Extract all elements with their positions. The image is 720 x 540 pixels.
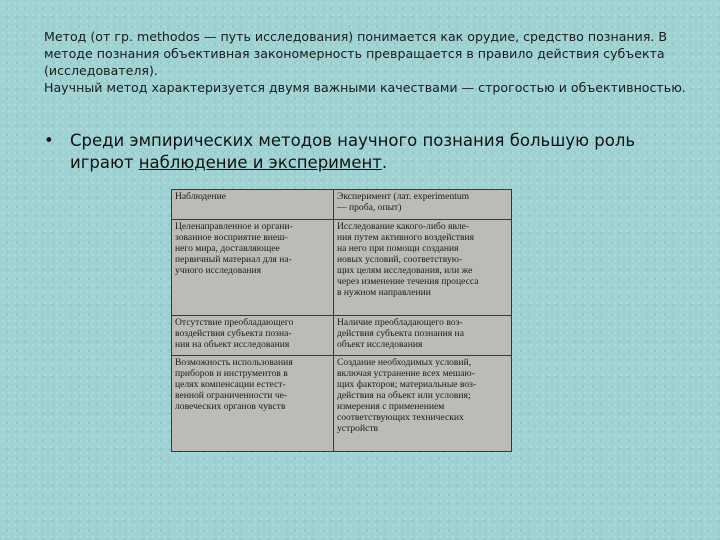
- intro-text: [44, 28, 694, 96]
- bullet-text-main: Среди эмпирических методов научного познания большую роль играют: [70, 131, 636, 172]
- method-definition: Метод (от гр. methodos — путь исследования) понимается как орудие, средство познания. В методе познания объективная закономерность превращается в правило действия субъекта (исследователя).: [44, 29, 668, 78]
- header-observation: Наблюдение: [172, 190, 334, 220]
- table-cell: Наличие преобладающего воз- действия субъекта познания на объект исследования: [334, 315, 512, 355]
- table-cell: Целенаправленное и органи- зованное восприятие внеш- него мира, доставляющее первичный материал для на- учного исследования: [172, 219, 334, 315]
- table-cell: Создание необходимых условий, включая устранение всех мешаю- щих факторов; материальные воз- действия на объект или условия; измерения с применением соответствующих технических устройств: [334, 356, 512, 452]
- table-row: [172, 219, 512, 315]
- method-qualities: Научный метод характеризуется двумя важными качествами — строгостью и объективностью.: [44, 80, 686, 95]
- table-header-row: [172, 190, 512, 220]
- comparison-table-image: [171, 189, 512, 452]
- comparison-table: [171, 189, 512, 452]
- bullet-text-end: .: [381, 153, 388, 172]
- table-cell: Возможность использования приборов и инструментов в целях компенсации естест- венной ограниченности че- ловеческих органов чувств: [172, 356, 334, 452]
- header-experiment: Эксперимент (лат. experimentum — проба, опыт): [334, 190, 512, 220]
- table-cell: Исследование какого-либо явле- ния путем активного воздействия на него при помощи создания новых условий, соответствую- щих целям исследования, или же через изменение течения процесса в нужном направлении: [334, 219, 512, 315]
- bullet-text-underlined: наблюдение и эксперимент: [138, 153, 382, 172]
- table-row: [172, 356, 512, 452]
- table-cell: Отсутствие преобладающего воздействия субъекта позна- ния на объект исследования: [172, 315, 334, 355]
- bullet-marker: •: [44, 131, 54, 150]
- table-row: [172, 315, 512, 355]
- bullet-point: [44, 130, 684, 174]
- bullet-text: [70, 130, 684, 174]
